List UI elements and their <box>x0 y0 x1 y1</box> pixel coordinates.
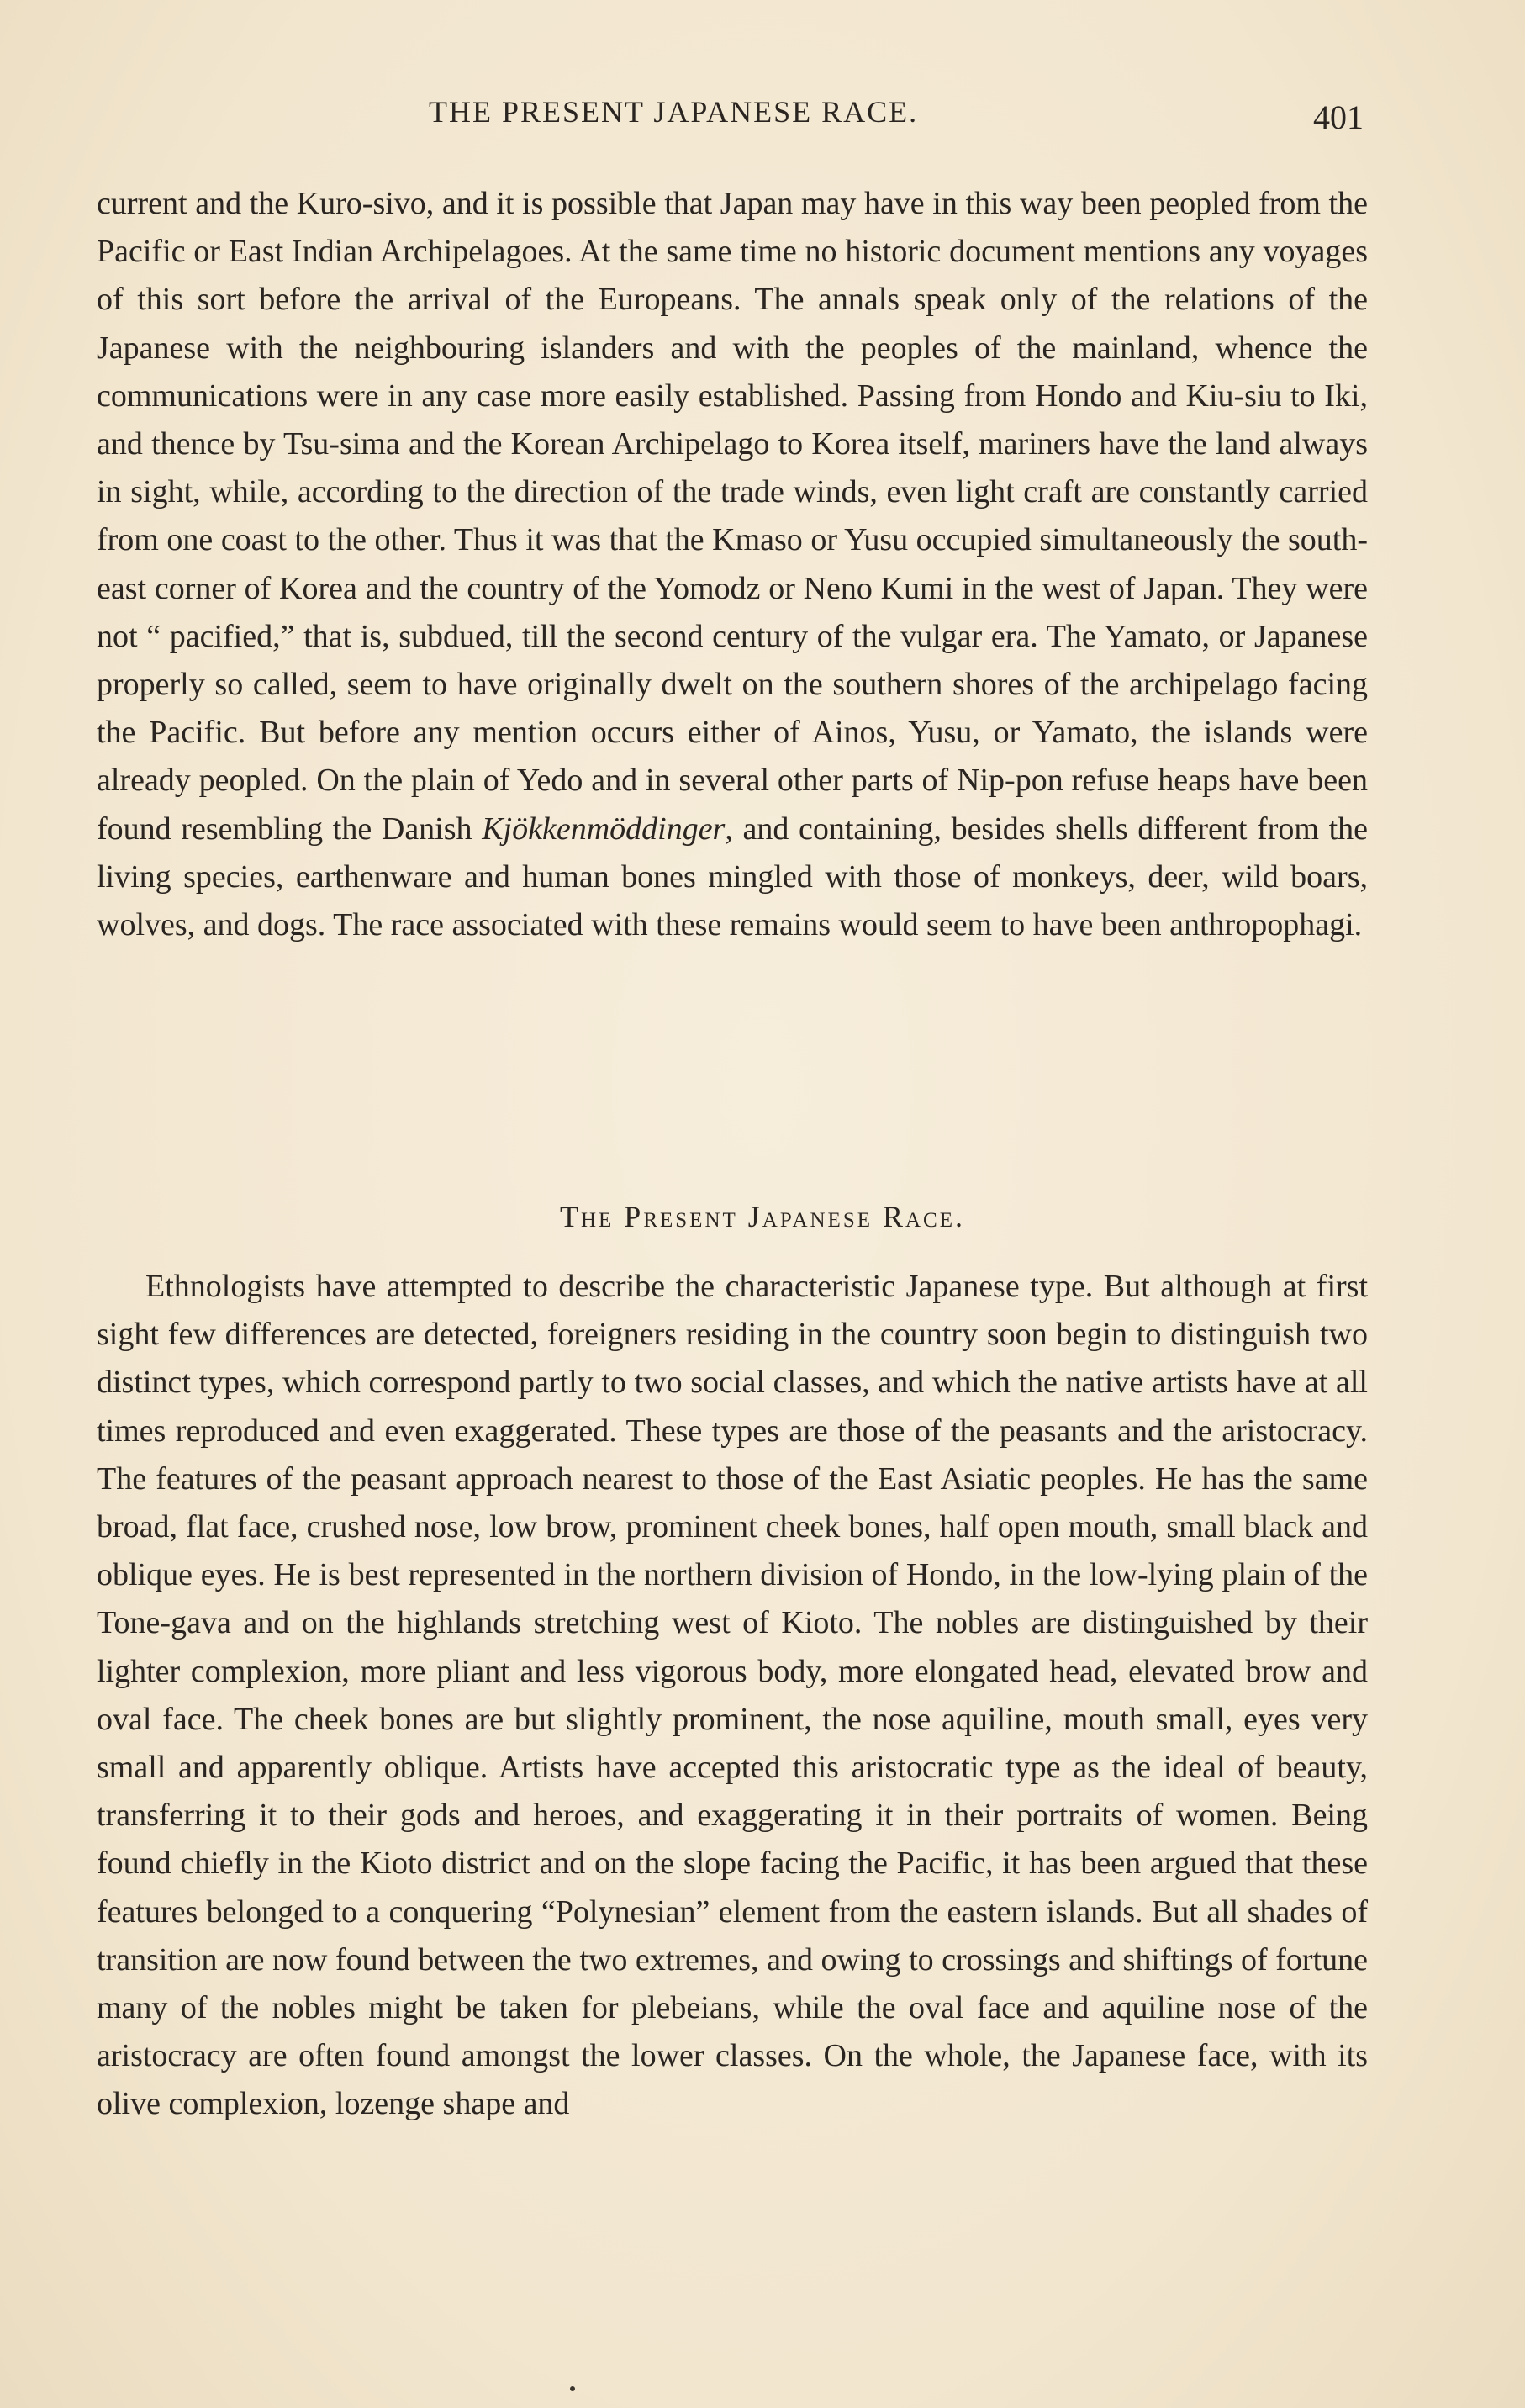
running-title: THE PRESENT JAPANESE RACE. <box>429 95 919 129</box>
page-number: 401 <box>1313 98 1364 136</box>
paragraph-2-text: Ethnologists have attempted to describe the characteristic Japanese type. But although at first sight few differences are detected, foreigners residing in the country soon begin to distinguish two distinct types, which correspond partly to two social classes, and which the native artists have at all times reproduced and even exaggerated. These types are those of the peasants and the aristocracy. The features of the peasant approach nearest to those of the East Asiatic peoples. He has the same broad, flat face, crushed nose, low brow, prominent cheek bones, half open mouth, small black and oblique eyes. He is best represented in the northern division of Hondo, in the low-lying plain of the Tone-gava and on the highlands stretching west of Kioto. The nobles are distinguished by their lighter complexion, more pliant and less vigorous body, more elongated head, elevated brow and oval face. The cheek bones are but slightly prominent, the nose aquiline, mouth small, eyes very small and apparently oblique. Artists have accepted this aristocratic type as the ideal of beauty, transferring it to their gods and heroes, and exaggerating it in their portraits of women. Being found chiefly in the Kioto district and on the slope facing the Pacific, it has been argued that these features belonged to a conquering “Polynesian” element from the eastern islands. But all shades of transition are now found between the two extremes, and owing to crossings and shiftings of fortune many of the nobles might be taken for plebeians, while the oval face and aquiline nose of the aristocracy are often found amongst the lower classes. On the whole, the Japanese face, with its olive complexion, lozenge shape and <box>97 1269 1368 2122</box>
section-heading: The Present Japanese Race. <box>559 1200 966 1233</box>
paragraph-1-text <box>97 180 1368 949</box>
paragraph-section <box>97 1263 1368 2129</box>
running-head <box>0 94 1525 136</box>
ink-speck <box>570 2386 575 2391</box>
italic-term: Kjökkenmöddinger <box>482 811 726 847</box>
paragraph-1-tail: , and containing, besides shells different from the living species, earthenware and human bones mingled with those of monkeys, deer, wild boars, wolves, and dogs. The race associated with these remains would seem to have been anthropophagi. <box>97 811 1368 943</box>
paragraph-continued <box>97 180 1368 949</box>
paragraph-1-lead: current and the Kuro-sivo, and it is possible that Japan may have in this way been peopled from the Pacific or East Indian Archipelagoes. At the same time no historic document mentions any voyages of this sort before the arrival of the Europeans. The annals speak only of the relations of the Japanese with the neighbouring islanders and with the peoples of the mainland, whence the communications were in any case more easily established. Passing from Hondo and Kiu-siu to Iki, and thence by Tsu-sima and the Korean Archipelago to Korea itself, mariners have the land always in sight, while, according to the direction of the trade winds, even light craft are constantly carried from one coast to the other. Thus it was that the Kmaso or Yusu occupied simultaneously the south-east corner of Korea and the country of the Yomodz or Neno Kumi in the west of Japan. They were not “ pacified,” that is, subdued, till the second century of the vulgar era. The Yamato, or Japanese properly so called, seem to have originally dwelt on the southern shores of the archipelago facing the Pacific. But before any mention occurs either of Ainos, Yusu, or Yamato, the islands were already peopled. On the plain of Yedo and in several other parts of Nip-pon refuse heaps have been found resembling the Danish <box>97 186 1368 847</box>
